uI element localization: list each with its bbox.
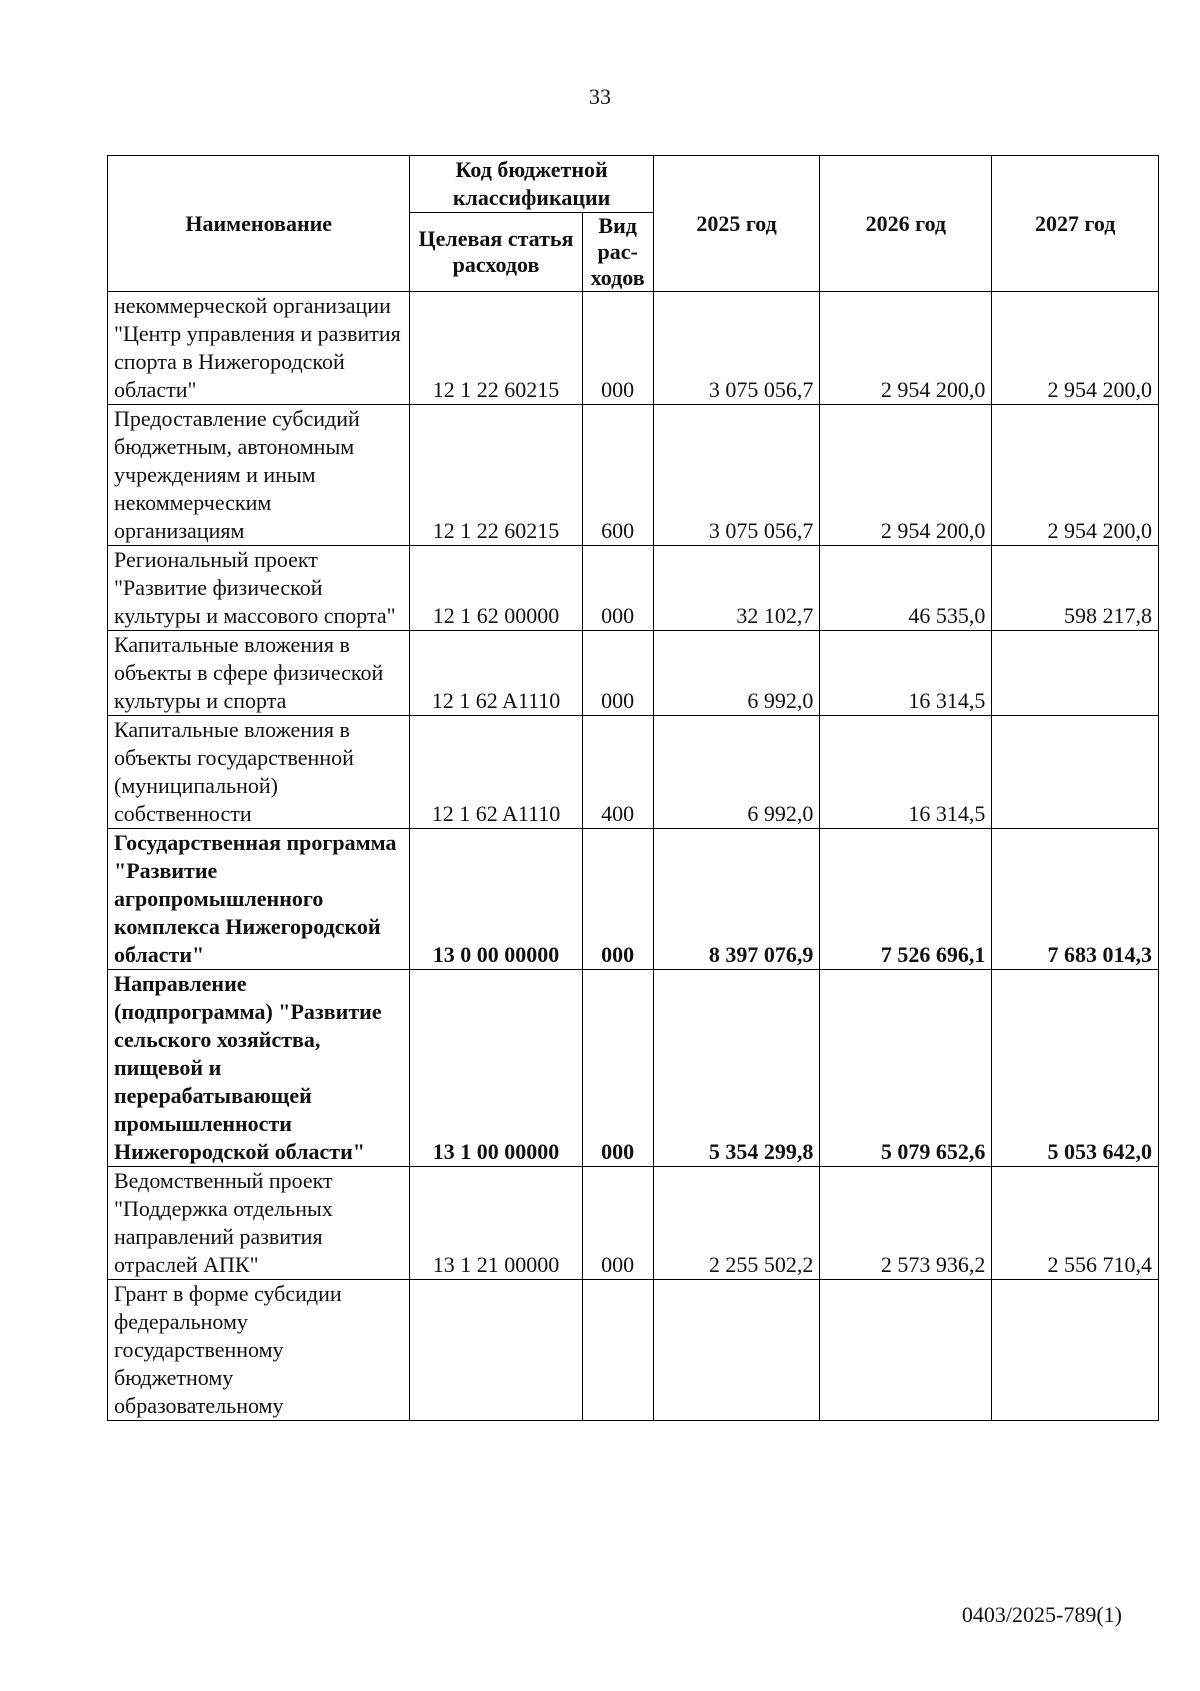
table-row	[108, 716, 1159, 829]
cell-target-article: 13 1 00 00000	[410, 970, 582, 1167]
header-2025: 2025 год	[653, 156, 820, 292]
table-row	[108, 1167, 1159, 1280]
cell-2027: 7 683 014,3	[992, 829, 1159, 970]
cell-2027: 2 954 200,0	[992, 405, 1159, 546]
cell-2025: 32 102,7	[653, 546, 820, 631]
cell-target-article: 12 1 22 60215	[410, 405, 582, 546]
cell-expense-type: 000	[582, 829, 653, 970]
cell-2027: 2 954 200,0	[992, 292, 1159, 405]
cell-2025: 6 992,0	[653, 631, 820, 716]
cell-2025	[653, 1280, 820, 1421]
header-2026: 2026 год	[820, 156, 992, 292]
cell-2026: 2 954 200,0	[820, 292, 992, 405]
table-row	[108, 405, 1159, 546]
cell-2027: 5 053 642,0	[992, 970, 1159, 1167]
cell-name: Направление (подпрограмма) "Развитие сельского хозяйства, пищевой и перерабатывающей промышленности Нижегородской области"	[108, 970, 410, 1167]
cell-2026: 16 314,5	[820, 631, 992, 716]
cell-name: некоммерческой организации "Центр управления и развития спорта в Нижегородской области"	[108, 292, 410, 405]
cell-2026: 16 314,5	[820, 716, 992, 829]
cell-target-article: 12 1 62 A1110	[410, 631, 582, 716]
table-row	[108, 1280, 1159, 1421]
cell-name: Ведомственный проект "Поддержка отдельных направлений развития отраслей АПК"	[108, 1167, 410, 1280]
cell-2027	[992, 716, 1159, 829]
table-row	[108, 631, 1159, 716]
table-row	[108, 970, 1159, 1167]
cell-2025: 6 992,0	[653, 716, 820, 829]
cell-expense-type: 000	[582, 292, 653, 405]
cell-2026: 46 535,0	[820, 546, 992, 631]
cell-expense-type: 600	[582, 405, 653, 546]
cell-target-article: 12 1 22 60215	[410, 292, 582, 405]
table-body	[108, 292, 1159, 1421]
cell-expense-type: 000	[582, 970, 653, 1167]
header-expense-type: Вид рас-ходов	[582, 213, 653, 292]
cell-target-article: 12 1 62 00000	[410, 546, 582, 631]
cell-2025: 3 075 056,7	[653, 292, 820, 405]
table-row	[108, 292, 1159, 405]
cell-target-article: 12 1 62 A1110	[410, 716, 582, 829]
cell-name: Капитальные вложения в объекты государственной (муниципальной) собственности	[108, 716, 410, 829]
header-target-article: Целевая статья расходов	[410, 213, 582, 292]
document-code: 0403/2025-789(1)	[961, 1602, 1122, 1627]
cell-2025: 3 075 056,7	[653, 405, 820, 546]
cell-2027: 2 556 710,4	[992, 1167, 1159, 1280]
cell-expense-type: 000	[582, 631, 653, 716]
cell-2026: 2 954 200,0	[820, 405, 992, 546]
header-code-group: Код бюджетной классификации	[410, 156, 653, 213]
header-2027: 2027 год	[992, 156, 1159, 292]
cell-2027	[992, 631, 1159, 716]
cell-name: Государственная программа "Развитие агропромышленного комплекса Нижегородской области"	[108, 829, 410, 970]
cell-name: Предоставление субсидий бюджетным, автономным учреждениям и иным некоммерческим организациям	[108, 405, 410, 546]
page-number: 33	[589, 84, 611, 109]
cell-expense-type	[582, 1280, 653, 1421]
cell-name: Региональный проект "Развитие физической культуры и массового спорта"	[108, 546, 410, 631]
cell-name: Капитальные вложения в объекты в сфере физической культуры и спорта	[108, 631, 410, 716]
cell-name: Грант в форме субсидии федеральному государственному бюджетному образовательному	[108, 1280, 410, 1421]
cell-2025: 8 397 076,9	[653, 829, 820, 970]
cell-expense-type: 000	[582, 546, 653, 631]
cell-target-article: 13 1 21 00000	[410, 1167, 582, 1280]
cell-2026: 2 573 936,2	[820, 1167, 992, 1280]
cell-expense-type: 400	[582, 716, 653, 829]
table-row	[108, 546, 1159, 631]
header-name: Наименование	[108, 156, 410, 292]
cell-2025: 5 354 299,8	[653, 970, 820, 1167]
cell-2026: 5 079 652,6	[820, 970, 992, 1167]
cell-2027: 598 217,8	[992, 546, 1159, 631]
cell-2026: 7 526 696,1	[820, 829, 992, 970]
budget-table	[107, 155, 1159, 1421]
cell-target-article	[410, 1280, 582, 1421]
cell-2026	[820, 1280, 992, 1421]
table-row	[108, 829, 1159, 970]
cell-2027	[992, 1280, 1159, 1421]
cell-target-article: 13 0 00 00000	[410, 829, 582, 970]
cell-expense-type: 000	[582, 1167, 653, 1280]
cell-2025: 2 255 502,2	[653, 1167, 820, 1280]
